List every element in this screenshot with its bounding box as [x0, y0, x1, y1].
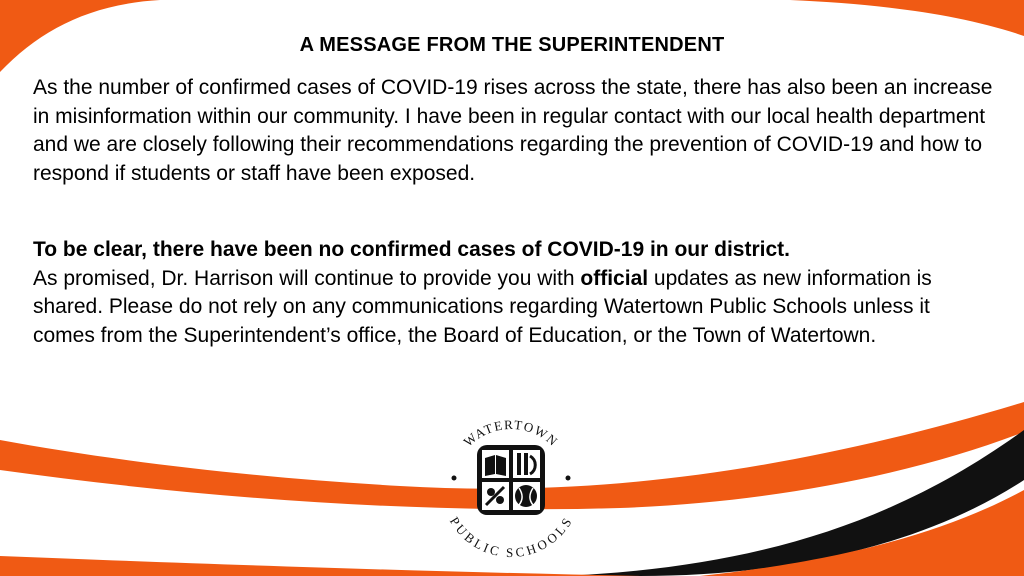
- message-paragraph-2: [33, 236, 993, 350]
- baseball-icon: [515, 485, 537, 507]
- no-cases-statement: To be clear, there have been no confirmed cases of COVID-19 in our district.: [33, 238, 790, 261]
- page-title: A MESSAGE FROM THE SUPERINTENDENT: [299, 34, 725, 56]
- paragraph-2-text-end: updates as new information is shared. Please do not rely on any communications regarding Watertown Public Schools unless it comes from the Superintendent’s office, the Board of Education, or the Town of Watertown.: [33, 266, 932, 347]
- official-emphasis: official: [580, 266, 649, 290]
- paragraph-2-text-start: As promised, Dr. Harrison will continue to provide you with: [33, 266, 581, 290]
- message-paragraph-1: As the number of confirmed cases of COVID-19 rises across the state, there has also been an increase in misinformation within our community. I have been in regular contact with our local health department and we are closely following their recommendations regarding the prevention of COVID-19 and how to respond if students or staff have been exposed.: [33, 76, 993, 185]
- watertown-public-schools-logo: [436, 412, 586, 562]
- top-right-orange-swoosh: [790, 0, 1024, 36]
- logo-bottom-text: PUBLIC SCHOOLS: [447, 513, 575, 560]
- logo-top-text: WATERTOWN: [460, 416, 562, 450]
